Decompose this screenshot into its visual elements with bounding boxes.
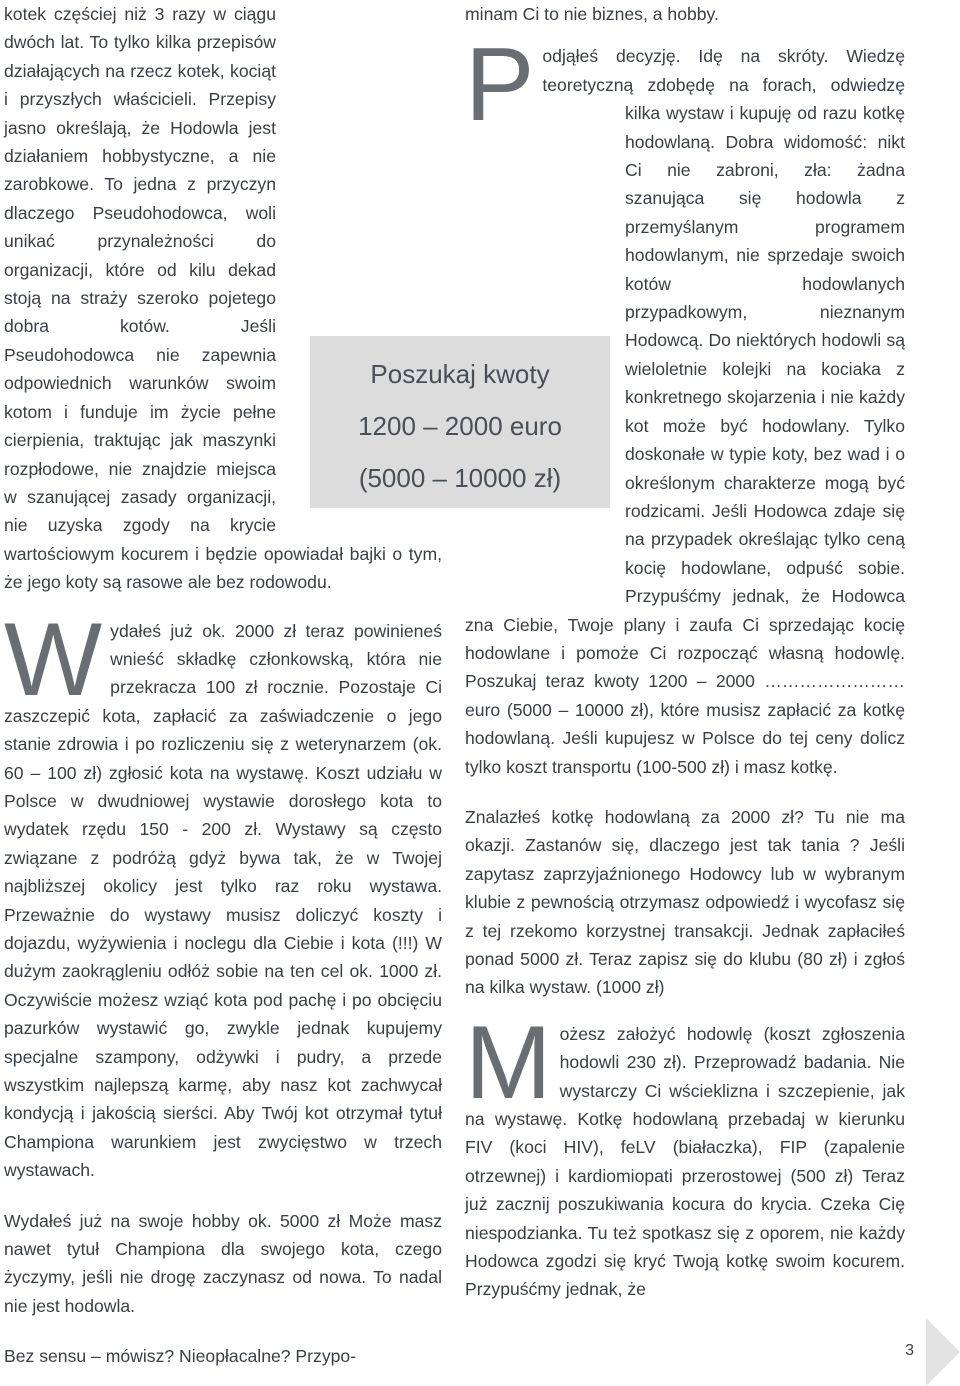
right-column — [465, 0, 905, 1304]
pullquote-line-2: 1200 – 2000 euro — [358, 411, 562, 441]
left-paragraph-4: Bez sensu – mówisz? Nieopłacalne? Przypo- — [4, 1346, 357, 1367]
pullquote-line-3: (5000 – 10000 zł) — [358, 463, 562, 493]
left-column — [4, 0, 442, 1371]
left-paragraph-1: kotek częściej niż 3 razy w ciągu dwóch lat. To tylko kilka przepisów działających na rzecz kotek, kociąt i przyszłych właścicieli. Przepisy jasno określają, że Hodowla jest działaniem hobbystyczne, a nie zarobkowe. To jedna z przyczyn dlaczego Pseudohodowca, woli unikać przynależności do organizacji, które od kilu dekad stoją na straży szeroko pojetego dobra kotów. Jeśli Pseudohodowca nie zapewnia odpowiednich warunków swoim kotom i funduje im życie pełne cierpienia, traktując jak maszynki rozpłodowe, nie znajdzie miejsca w szanującej zasady organizacji, nie uzyska zgody na krycie wartościowym kocurem i będzie opowiadał bajki o tym, że jego koty są rasowe ale bez rodowodu. — [4, 4, 442, 593]
right-paragraph-1: minam Ci to nie biznes, a hobby. — [465, 4, 719, 24]
right-paragraph-4: ożesz założyć hodowlę (koszt zgłoszenia hodowli 230 zł). Przeprowadź badania. Nie wystarczy Ci wścieklizna i szczepienie, jak na wystawę. Kotkę hodowlaną przebadaj w kierunku FIV (koci HIV), feLV (białaczka), FIP (zapalenie otrzewnej) i kardiomiopati przerostowej (500 zł) Teraz już zacznij poszukiwania kocura do krycia. Czeka Cię niespodzianka. Tu też spotkasz się z oporem, nie każdy Hodowca zgodzi się kryć Twoją kotkę swoim kocurem. Przypuśćmy jednak, że — [465, 1023, 905, 1300]
right-paragraph-3: Znalazłeś kotkę hodowlaną za 2000 zł? Tu nie ma okazji. Zastanów się, dlaczego jest tak tania ? Jeśli zapytasz zaprzyjaźnionego Hodowcy lub w wybranym klubie z pewnością otrzymasz odpowiedź i wycofasz się z tej rzekomo korzystnej transakcji. Jednak zapłaciłeś ponad 5000 zł. Teraz zapisz się do klubu (80 zł) i zgłoś na kilka wystaw. (1000 zł) — [465, 806, 905, 998]
pullquote-line-1: Poszukaj kwoty — [370, 359, 550, 389]
left-paragraph-3: Wydałeś już na swoje hobby ok. 5000 zł Może masz nawet tytuł Championa dla swojego kota, czego życzymy, jeśli nie drogę zaczynasz od nowa. To nadal nie jest hodowla. — [4, 1210, 442, 1316]
dropcap-w: W — [4, 601, 103, 718]
pullquote-box — [310, 336, 610, 508]
next-page-arrow-icon — [926, 1318, 960, 1386]
dropcap-m: M — [465, 1004, 552, 1121]
dropcap-p: P — [465, 27, 535, 144]
right-paragraph-2: odjąłeś decyzję. Idę na skróty. Wiedzę teoretyczną zdobędę na forach, odwiedzę kilka wystaw i kupuję od razu kotkę hodowlaną. Dobra widomość: nikt Ci nie zabroni, zła: żadna szanująca się hodowla z przemyślanym programem hodowlanym, nie sprzedaje swoich kotów hodowlanych przypadkowym, nieznanym Hodowcą. Do niektórych hodowli są wieloletnie kolejki na kociaka z konkretnego skojarzenia i nie każdy kot może być hodowlany. Tylko doskonałe w typie koty, bez wad i o określonym charakterze mogą być rodzicami. Jeśli Hodowca zdaje się na przypadek określając tylko ceną kocię hodowlane, odpuść sobie. Przypuśćmy jednak, że Hodowca zna Ciebie, Twoje plany i zaufa Ci sprzedając kocię hodowlane i pomoże Ci rozpocząć własną hodowlę. Poszukaj teraz kwoty 1200 – 2000 …………………… euro (5000 – 10000 zł), które musisz zapłacić za kotkę hodowlaną. Jeśli kupujesz w Polsce do tej ceny dolicz tylko koszt transportu (100-500 zł) i masz kotkę. — [465, 46, 905, 777]
page-number: 3 — [905, 1342, 914, 1359]
left-paragraph-2: ydałeś już ok. 2000 zł teraz powinieneś wnieść składkę członkowską, która nie przekracza 100 zł rocznie. Pozostaje Ci zaszczepić kota, zapłacić za zaświadczenie o jego stanie zdrowia i po rozliczeniu się z weterynarzem (ok. 60 – 100 zł) zgłosić kota na wystawę. Koszt udziału w Polsce w dwudniowej wystawie dorosłego kota to wydatek rzędu 150 - 200 zł. Wystawy są często związane z podróżą gdyż bywa tak, że w Twojej najbliższej okolicy jest tylko raz roku wystawa. Przeważnie do wystawy musisz doliczyć koszty i dojazdu, wyżywienia i noclegu dla Ciebie i kota (!!!) W dużym zaokrągleniu odłóż sobie na ten cel ok. 1000 zł. Oczywiście możesz wziąć kota pod pachę i po obcięciu pazurków wystawić go, zwykle jednak kupujemy specjalne szampony, odżywki i pudry, a przede wszystkim najlepszą karmę, aby nasz kot zachwycał kondycją i jakością sierści. Aby Twój kot otrzymał tytuł Championa warunkiem jest zwycięstwo w trzech wystawach. — [4, 620, 442, 1181]
